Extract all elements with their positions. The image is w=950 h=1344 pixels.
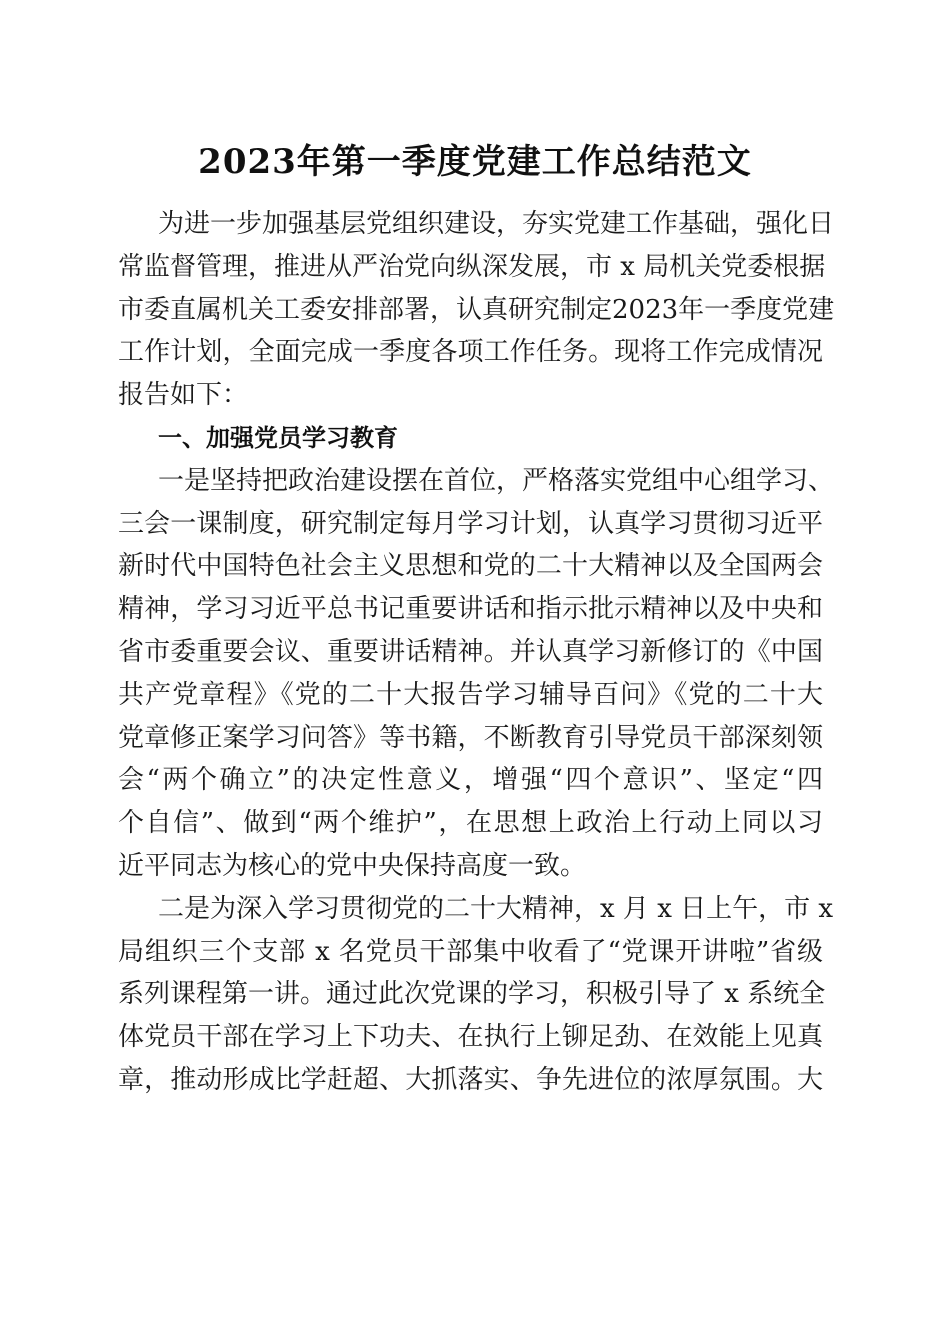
document-body <box>118 203 835 1102</box>
text-line: 工作计划，全面完成一季度各项工作任务。现将工作完成情况 <box>118 337 823 368</box>
document-title: 2023年第一季度党建工作总结范文 <box>198 142 752 182</box>
intro-paragraph <box>118 203 835 417</box>
text-line: 为进一步加强基层党组织建设，夯实党建工作基础，强化日 <box>158 209 835 239</box>
text-line: 新时代中国特色社会主义思想和党的二十大精神以及全国两会 <box>118 551 823 582</box>
text-line: 党章修正案学习问答》等书籍，不断教育引导党员干部深刻领 <box>118 722 823 753</box>
text-line: 系列课程第一讲。通过此次党课的学习，积极引导了 x 系统全 <box>118 979 826 1010</box>
text-line: 体党员干部在学习上下功夫、在执行上铆足劲、在效能上见真 <box>118 1022 823 1053</box>
text-line: 精神，学习习近平总书记重要讲话和指示批示精神以及中央和 <box>118 594 823 625</box>
text-line: 省市委重要会议、重要讲话精神。并认真学习新修订的《中国 <box>118 636 823 667</box>
text-line: 市委直属机关工委安排部署，认真研究制定2023年一季度党建 <box>118 294 835 325</box>
text-line: 近平同志为核心的党中央保持高度一致。 <box>118 850 587 881</box>
text-line: 个自信”、做到“两个维护”，在思想上政治上行动上同以习 <box>118 808 823 839</box>
text-line: 共产党章程》《党的二十大报告学习辅导百问》《党的二十大 <box>118 679 823 710</box>
text-line: 报告如下： <box>118 380 249 411</box>
section-heading: 一、加强党员学习教育 <box>158 423 398 452</box>
text-line: 常监督管理，推进从严治党向纵深发展，市 x 局机关党委根据 <box>118 251 826 282</box>
paragraph-1 <box>118 460 835 888</box>
text-line: 会“两个确立”的决定性意义，增强“四个意识”、坚定“四 <box>118 765 823 796</box>
paragraph-2 <box>118 888 834 1102</box>
text-line: 局组织三个支部 x 名党员干部集中收看了“党课开讲啦”省级 <box>118 936 823 967</box>
text-line: 二是为深入学习贯彻党的二十大精神，x 月 x 日上午，市 x <box>158 893 834 924</box>
text-line: 一是坚持把政治建设摆在首位，严格落实党组中心组学习、 <box>158 465 835 496</box>
text-line: 章，推动形成比学赶超、大抓落实、争先进位的浓厚氛围。大 <box>118 1064 823 1095</box>
text-line: 三会一课制度，研究制定每月学习计划，认真学习贯彻习近平 <box>118 508 823 539</box>
